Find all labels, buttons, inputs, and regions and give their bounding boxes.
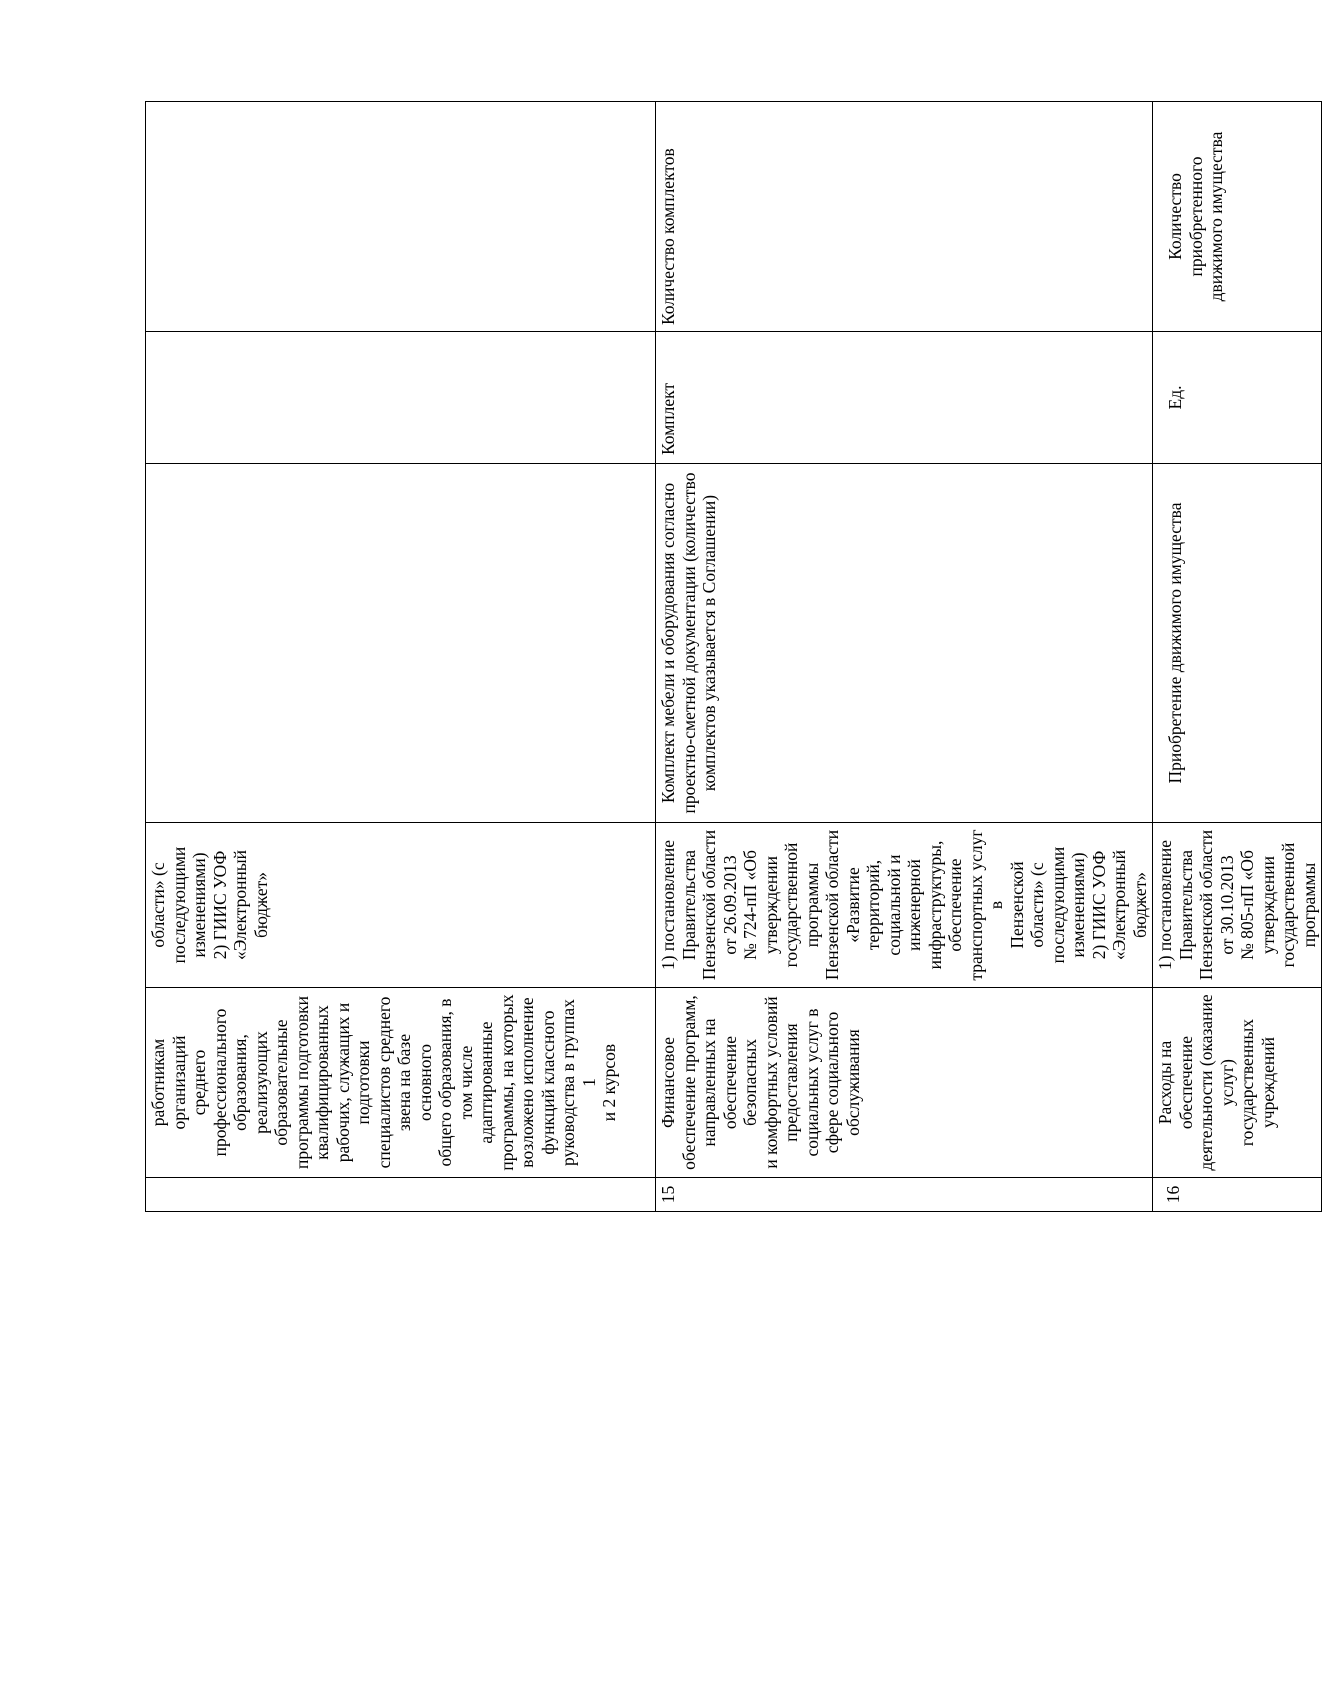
text-line: комплектов указывается в Соглашении) (699, 494, 719, 792)
text-line: 2) ГИИС УОФ «Электронный (209, 849, 250, 961)
indicator-cell (146, 464, 656, 823)
unit-cell: Комплект (656, 332, 1153, 464)
text-line: услуг) государственных (1216, 1018, 1257, 1147)
text-line: территорий, социальной и (863, 854, 904, 956)
text-line: учреждений (1257, 1037, 1278, 1128)
row-number-cell: 16 (1153, 1178, 1322, 1212)
text-line: программы, на которых (496, 994, 517, 1171)
text-line: Финансовое (658, 1036, 678, 1129)
unit-cell: Ед. (1153, 332, 1322, 464)
text-line: и 2 курсов (599, 1043, 619, 1122)
rotated-table-page (145, 102, 1319, 1212)
result-cell (146, 102, 656, 332)
result-cell (1153, 102, 1322, 332)
text-line: работникам организаций (148, 1035, 189, 1130)
text-line: сфере социального (822, 1011, 842, 1154)
text-line: Количество комплектов (658, 148, 678, 325)
text-line: Пензенской области «Развитие (822, 829, 863, 981)
text-line: последующими изменениями) (1047, 846, 1088, 964)
legal-basis-cell (656, 823, 1153, 988)
legal-basis-cell (146, 823, 656, 988)
measure-name-cell (146, 988, 656, 1178)
text-line: бюджет» (250, 871, 271, 939)
text-line: 2) ГИИС УОФ «Электронный (1088, 849, 1129, 961)
table-row (146, 102, 656, 1212)
text-line: движимого имущества (1206, 131, 1226, 302)
text-line: образования, (230, 1034, 250, 1131)
indicator-cell (1153, 464, 1322, 823)
text-line: приобретенного (1185, 156, 1206, 277)
text-line: общего образования, в (435, 998, 455, 1167)
text-line: Пензенской области» (с (1006, 861, 1047, 949)
text-line: обеспечение транспортных услуг в (945, 829, 1006, 981)
text-line: проектно-сметной документации (количество (678, 472, 699, 814)
text-line: специалистов среднего (373, 996, 394, 1169)
text-line: звена на базе основного (394, 1033, 435, 1132)
text-line: № 724-пП «Об утверждении (740, 850, 781, 960)
unit-cell (146, 332, 656, 464)
text-line: образовательные (271, 1019, 291, 1146)
text-line: и комфортных условий (760, 996, 781, 1169)
text-line: адаптированные (476, 1021, 496, 1144)
row-number-cell: 15 (656, 1178, 1153, 1212)
text-line: государственной программы (781, 842, 822, 968)
text-line: руководства в группах 1 (558, 999, 599, 1166)
measure-name-cell (656, 988, 1153, 1178)
result-cell (656, 102, 1153, 332)
indicators-table (145, 101, 1322, 1212)
measure-name-cell (1153, 988, 1322, 1178)
text-line: области» (с последующими (148, 846, 189, 964)
text-line: 1) постановление Правительства (1155, 839, 1196, 971)
text-line: Пензенской области от 30.10.2013 (1196, 829, 1237, 981)
text-line: инженерной инфраструктуры, (904, 840, 945, 970)
text-line: профессионального (209, 1008, 230, 1157)
text-line: Приобретение движимого имущества (1165, 502, 1185, 784)
text-line: программы подготовки (291, 996, 312, 1169)
text-line: социальных услуг в (801, 1008, 822, 1157)
text-line: возложено исполнение (517, 997, 537, 1168)
text-line: № 805-пП «Об утверждении (1237, 850, 1278, 960)
text-line: квалифицированных (312, 1005, 332, 1160)
text-line: деятельности (оказание (1196, 994, 1216, 1171)
legal-basis-cell (1153, 823, 1322, 988)
text-line: изменениями) (189, 852, 209, 958)
text-line: Пензенской области от 26.09.2013 (699, 829, 740, 981)
text-line: том числе (455, 1045, 476, 1120)
text-line: бюджет» (1129, 871, 1150, 939)
text-line: государственной программы (1278, 842, 1319, 968)
text-line: Количество (1165, 173, 1185, 260)
text-line: Комплект мебели и оборудования согласно (658, 482, 678, 804)
text-line: Расходы на обеспечение (1155, 1035, 1196, 1130)
table-row (1153, 102, 1322, 1212)
text-line: среднего (189, 1049, 209, 1116)
text-line: реализующих (250, 1031, 271, 1134)
text-line: обеспечение безопасных (719, 1035, 760, 1130)
text-line: 1) постановление Правительства (658, 839, 699, 971)
table-row (656, 102, 1153, 1212)
row-number-cell (146, 1178, 656, 1212)
text-line: направленных на (699, 1018, 719, 1147)
indicator-cell (656, 464, 1153, 823)
text-line: подготовки (353, 1040, 373, 1125)
text-line: предоставления (781, 1023, 801, 1142)
text-line: функций классного (537, 1010, 558, 1155)
text-line: рабочих, служащих и (332, 1002, 353, 1163)
text-line: обслуживания (842, 1029, 863, 1136)
text-line: обеспечение программ, (678, 995, 699, 1170)
